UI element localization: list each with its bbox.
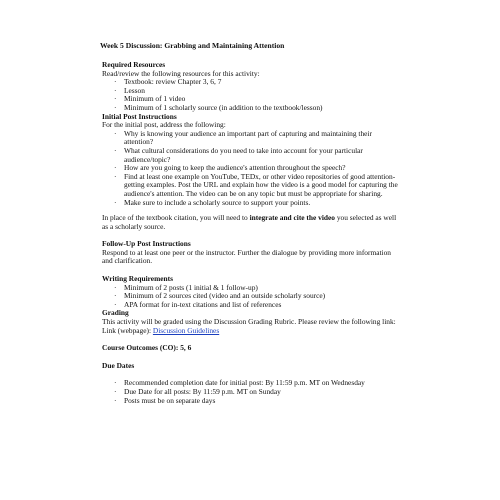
list-item-text: Make sure to include a scholarly source to support your points. [124,197,311,207]
bullet-icon: · [114,291,117,301]
grading-description: This activity will be graded using the Discussion Grading Rubric. Please review the following link: Link (webpage): [102,317,396,335]
list-item-text: APA format for in-text citations and list of references [124,299,282,309]
required-resources-intro: Read/review the following resources for this activity: [102,68,260,78]
required-resources-list [102,78,402,112]
list-item-text: Minimum of 2 posts (1 initial & 1 follow-up) [124,282,258,292]
bullet-icon: · [114,85,117,95]
follow-up-heading: Follow-Up Post Instructions [102,239,191,249]
list-item [102,130,402,147]
due-dates-list [102,379,402,405]
bullet-icon: · [114,378,117,388]
citation-note-emphasis: integrate and cite the video [249,213,335,223]
list-item-text: What cultural considerations do you need to take into account for your particular audience/topic? [124,145,363,164]
writing-requirements-list [102,284,402,310]
list-item-text: Posts must be on separate days [124,395,216,405]
list-item-text: Find at least one example on YouTube, TEDx, or other video repositories of good attention-getting examples. Post the URL and explain how the video is a good model for capturing the audience's attention. The video can be on any topic but must be appropriate for sharing. [124,171,398,198]
bullet-icon: · [114,395,117,405]
list-item-text: Textbook: review Chapter 3, 6, 7 [124,77,222,87]
citation-note [102,214,402,231]
list-item-text: Lesson [124,85,145,95]
list-item [102,301,402,310]
initial-post-intro: For the initial post, address the following: [102,120,226,130]
page-title: Week 5 Discussion: Grabbing and Maintaining Attention [100,41,285,50]
list-item [102,397,402,406]
list-item [102,199,402,208]
citation-note-text-end: you selected as well as a scholarly source. [102,213,397,231]
list-item [102,147,402,164]
bullet-icon: · [114,197,117,207]
discussion-guidelines-link[interactable]: Discussion Guidelines [152,325,220,335]
list-item-text: Minimum of 2 sources cited (video and an outside scholarly source) [124,291,326,301]
bullet-icon: · [114,171,117,181]
bullet-icon: · [114,128,117,138]
list-item-text: How are you going to keep the audience's attention throughout the speech? [124,163,346,173]
bullet-icon: · [114,163,117,173]
writing-requirements-heading: Writing Requirements [102,274,173,284]
list-item [102,78,402,87]
bullet-icon: · [114,102,117,112]
list-item-text: Due Date for all posts: By 11:59 p.m. MT on Sunday [124,387,281,396]
bullet-icon: · [114,77,117,87]
bullet-icon: · [114,145,117,155]
initial-post-heading: Initial Post Instructions [102,111,177,121]
bullet-icon: · [114,387,117,396]
list-item-text: Why is knowing your audience an important part of capturing and maintaining their attention? [124,128,372,147]
document-body [102,61,402,405]
bullet-icon: · [114,299,117,309]
due-dates-heading: Due Dates [102,360,135,370]
grading-heading: Grading [102,308,129,318]
list-item [102,173,402,199]
grading-text [102,318,402,335]
list-item-text: Recommended completion date for initial post: By 11:59 p.m. MT on Wednesday [124,378,365,388]
bullet-icon: · [114,282,117,292]
initial-post-list [102,130,402,207]
follow-up-text: Respond to at least one peer or the instructor. Further the dialogue by providing more information and clarification. [102,247,391,266]
course-outcomes: Course Outcomes (CO): 5, 6 [102,343,192,353]
citation-note-text: In place of the textbook citation, you will need to [102,213,250,223]
list-item-text: Minimum of 1 video [124,94,186,104]
list-item [102,104,402,113]
required-resources-heading: Required Resources [102,60,166,69]
bullet-icon: · [114,94,117,104]
list-item-text: Minimum of 1 scholarly source (in addition to the textbook/lesson) [124,102,323,112]
